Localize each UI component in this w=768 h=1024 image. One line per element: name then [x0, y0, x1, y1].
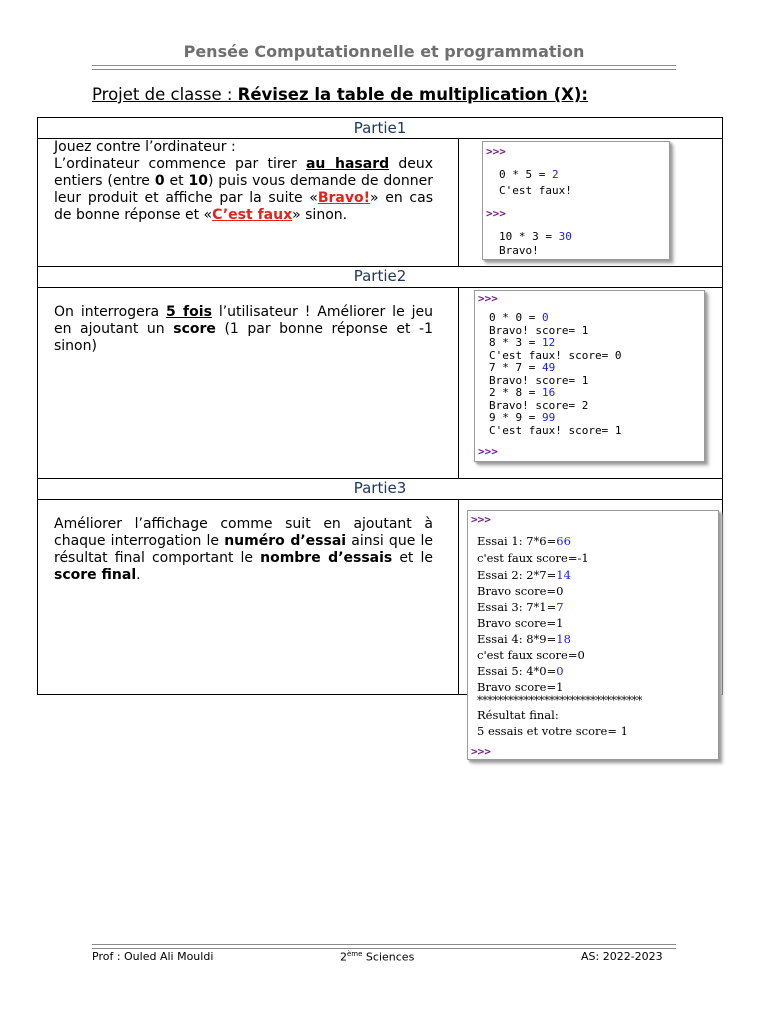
- shell-line: 8 * 3 = 12: [489, 336, 556, 349]
- part1-description: [54, 139, 433, 224]
- part2-description: [54, 304, 433, 355]
- header-rule: [92, 65, 676, 70]
- shell-line: C'est faux! score= 0: [489, 349, 622, 362]
- part1-text: » sinon.: [292, 207, 348, 223]
- shell-answer: 7: [556, 600, 564, 614]
- part2-text: l’utilisateur ! Améliorer le jeu en ajoutant un: [54, 304, 433, 337]
- shell-prompt: >>>: [471, 745, 491, 758]
- shell-line: Essai 2: 2*7=14: [477, 568, 571, 582]
- shell-line: Bravo!: [499, 244, 539, 257]
- footer-level: 2ème Sciences: [340, 950, 415, 964]
- shell-answer: 16: [541, 386, 556, 399]
- shell-line: Bravo! score= 1: [489, 324, 589, 337]
- part1-shell-screenshot: [482, 141, 670, 260]
- shell-line: c'est faux score=-1: [477, 551, 589, 565]
- shell-answer: 49: [541, 361, 556, 374]
- part3-description: [54, 516, 433, 584]
- shell-answer: 0: [556, 664, 564, 678]
- shell-final-label: Résultat final:: [477, 708, 559, 722]
- table-divider: [458, 287, 459, 478]
- part1-keyword: au hasard: [305, 156, 390, 172]
- shell-line: Essai 5: 4*0=0: [477, 664, 564, 678]
- shell-answer: 12: [541, 336, 556, 349]
- shell-answer: 0: [541, 311, 549, 324]
- shell-line: Essai 4: 8*9=18: [477, 632, 571, 646]
- part3-heading: Partie3: [353, 479, 407, 497]
- shell-answer: 18: [556, 632, 571, 646]
- part2-keyword: 5 fois: [165, 304, 212, 320]
- part1-text: » en cas de bonne réponse et «: [54, 190, 433, 223]
- project-title-main: Révisez la table de multiplication (X):: [237, 85, 588, 104]
- part1-bravo-keyword: Bravo!: [317, 190, 370, 206]
- part1-keyword: 10: [188, 173, 208, 189]
- shell-final-result: 5 essais et votre score= 1: [477, 724, 628, 738]
- part3-text: Améliorer l’affichage comme suit en ajoutant à chaque interrogation le: [54, 516, 433, 549]
- shell-answer: 2: [551, 168, 559, 181]
- shell-line: Bravo! score= 1: [489, 374, 589, 387]
- part3-shell-screenshot: [467, 510, 719, 760]
- part1-keyword: 0: [154, 173, 165, 189]
- footer-author: Prof : Ouled Ali Mouldi: [92, 950, 214, 963]
- shell-line: Bravo! score= 2: [489, 399, 589, 412]
- shell-answer: 66: [556, 534, 571, 548]
- shell-stars-separator: ********************************: [477, 693, 642, 707]
- part2-shell-screenshot: [474, 290, 705, 462]
- part3-keyword: score final: [54, 567, 137, 583]
- shell-prompt: >>>: [478, 292, 498, 305]
- part2-heading: Partie2: [353, 267, 407, 285]
- project-title: [92, 85, 588, 104]
- part3-text: .: [136, 567, 141, 583]
- shell-line: C'est faux!: [499, 184, 572, 197]
- part2-text: On interrogera: [54, 304, 166, 320]
- shell-line: Bravo score=1: [477, 680, 564, 694]
- document-header-title: Pensée Computationnelle et programmation: [183, 42, 585, 61]
- part3-text: et le: [392, 550, 433, 566]
- table-divider: [38, 499, 722, 500]
- shell-line: Bravo score=1: [477, 616, 564, 630]
- shell-line: 0 * 5 = 2: [499, 168, 559, 181]
- shell-answer: 14: [556, 568, 571, 582]
- footer-rule: [92, 944, 676, 949]
- project-title-prefix: Projet de classe :: [92, 85, 238, 104]
- part1-text: ) puis vous demande de donner leur produit et affiche par la suite «: [54, 173, 433, 206]
- shell-prompt: >>>: [478, 445, 498, 458]
- footer-school-year: AS: 2022-2023: [581, 950, 663, 963]
- part1-heading: Partie1: [353, 119, 407, 137]
- shell-prompt: >>>: [471, 513, 491, 526]
- shell-line: C'est faux! score= 1: [489, 424, 622, 437]
- part1-text: L’ordinateur commence par tirer: [54, 156, 306, 172]
- shell-answer: 30: [558, 230, 572, 243]
- part2-text: (1 par bonne réponse et -1 sinon): [54, 321, 434, 354]
- shell-line: Essai 1: 7*6=66: [477, 534, 571, 548]
- part3-text: ainsi que le résultat final comportant le: [54, 533, 433, 566]
- shell-prompt: >>>: [486, 145, 506, 158]
- shell-line: 2 * 8 = 16: [489, 386, 556, 399]
- table-divider: [458, 499, 459, 695]
- part3-keyword: nombre d’essais: [260, 550, 393, 566]
- table-divider: [458, 138, 459, 266]
- part1-faux-keyword: C’est faux: [212, 207, 293, 223]
- shell-line: Essai 3: 7*1=7: [477, 600, 564, 614]
- shell-answer: 99: [541, 411, 556, 424]
- shell-line: 7 * 7 = 49: [489, 361, 556, 374]
- shell-line: c'est faux score=0: [477, 648, 585, 662]
- part3-keyword: numéro d’essai: [224, 533, 347, 549]
- part2-keyword: score: [173, 321, 216, 337]
- shell-line: 9 * 9 = 99: [489, 411, 556, 424]
- shell-line: Bravo score=0: [477, 584, 564, 598]
- part1-text: deux entiers (entre: [54, 156, 434, 189]
- shell-prompt: >>>: [486, 207, 506, 220]
- table-divider: [38, 287, 722, 288]
- shell-line: 0 * 0 = 0: [489, 311, 549, 324]
- shell-line: 10 * 3 = 30: [499, 230, 572, 243]
- part1-text: et: [164, 173, 189, 189]
- part1-intro: Jouez contre l’ordinateur :: [54, 139, 236, 155]
